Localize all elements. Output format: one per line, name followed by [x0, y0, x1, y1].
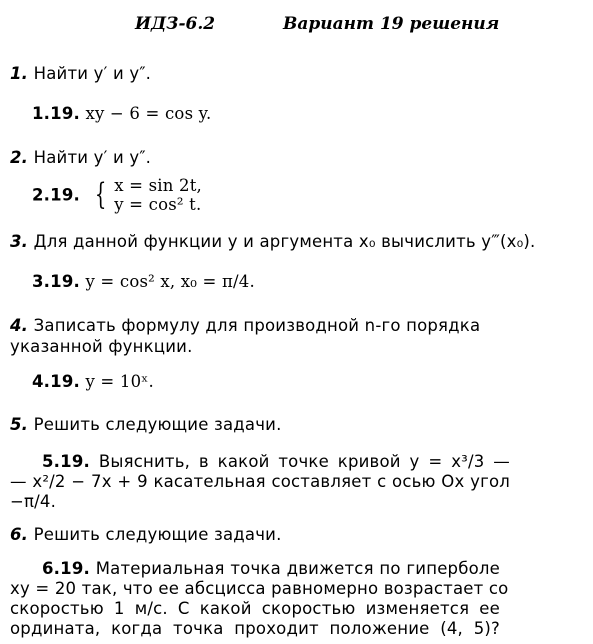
problem-6-19-line1: Материальная точка движется по гиперболе [95, 559, 500, 578]
problem-3-19-text: y = cos² x, x₀ = π/4. [85, 272, 255, 291]
problem-6-19-line2: xy = 20 так, что ее абсцисса равномерно возрастает со [10, 579, 509, 598]
task-4-heading [10, 316, 480, 335]
problem-1-19 [32, 104, 211, 123]
problem-2-19-number: 2.19. [32, 185, 80, 205]
system-row-x: x = sin 2t, [114, 176, 202, 195]
problem-5-19-line3: −π/4. [10, 492, 57, 511]
task-6-heading [10, 525, 282, 544]
problem-1-19-text: xy − 6 = cos y. [85, 104, 212, 123]
document-title: ИДЗ-6.2 [135, 14, 216, 34]
problem-4-19-text: y = 10ˣ. [85, 372, 154, 391]
task-1-title: Найти y′ и y″. [33, 64, 152, 83]
problem-6-19-number: 6.19. [42, 559, 90, 578]
variant-label: Вариант 19 решения [283, 14, 500, 34]
problem-3-19 [32, 272, 255, 291]
task-4-title-line2: указанной функции. [10, 337, 193, 356]
task-6-number: 6. [10, 525, 29, 544]
task-5-number: 5. [10, 415, 29, 434]
task-1-heading [10, 64, 151, 83]
task-5-heading [10, 415, 282, 434]
task-2-title: Найти y′ и y″. [33, 148, 152, 167]
task-3-number: 3. [10, 232, 29, 251]
task-2-heading [10, 148, 151, 167]
problem-6-19 [42, 559, 500, 578]
problem-6-19-line2-wrap [10, 579, 509, 598]
problem-5-19-line2: — x²/2 − 7x + 9 касательная составляет с осью Ox угол [10, 472, 510, 491]
problem-5-19-line1: Выяснить, в какой точке кривой y = x³/3 — [98, 452, 510, 471]
problem-5-19 [42, 452, 510, 471]
problem-4-19-number: 4.19. [32, 372, 80, 391]
problem-6-19-line3-wrap [10, 599, 500, 618]
problem-2-19-system [91, 176, 202, 214]
problem-1-19-number: 1.19. [32, 104, 80, 123]
task-6-title: Решить следующие задачи. [33, 525, 282, 544]
problem-6-19-line3: скоростью 1 м/с. С какой скоростью изменяется ее [10, 599, 500, 618]
task-5-title: Решить следующие задачи. [33, 415, 282, 434]
problem-5-19-line2-wrap [10, 472, 510, 491]
system-row-y: y = cos² t. [114, 195, 202, 214]
task-2-number: 2. [10, 148, 29, 167]
left-brace-icon: { [95, 177, 107, 212]
problem-4-19 [32, 372, 154, 391]
problem-6-19-line4-wrap [10, 619, 500, 638]
problem-3-19-number: 3.19. [32, 272, 80, 291]
problem-6-19-line4: ордината, когда точка проходит положение (4, 5)? [10, 619, 500, 638]
task-3-title: Для данной функции y и аргумента x₀ вычислить y‴(x₀). [33, 232, 536, 251]
problem-5-19-number: 5.19. [42, 452, 90, 471]
task-1-number: 1. [10, 64, 29, 83]
task-4-title-line1: Записать формулу для производной n-го порядка [33, 316, 481, 335]
task-4-number: 4. [10, 316, 29, 335]
task-3-heading [10, 232, 585, 251]
problem-2-19 [32, 176, 202, 214]
